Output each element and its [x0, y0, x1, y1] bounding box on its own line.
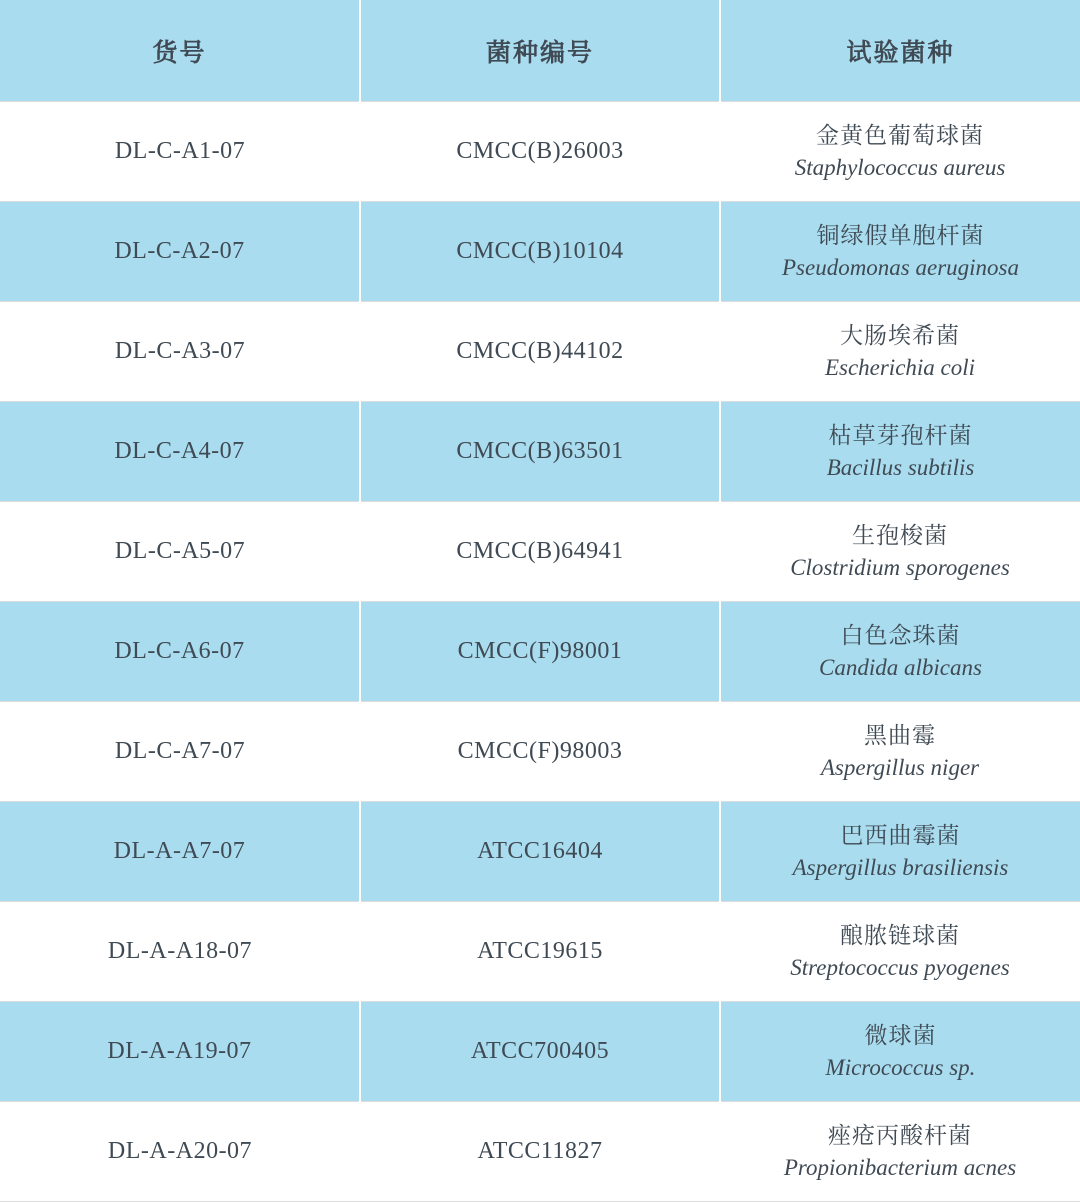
strain-name-latin: Micrococcus sp.	[825, 1054, 976, 1080]
cell-strain-id	[360, 802, 720, 902]
column-header-strain-name: 试验菌种	[720, 0, 1080, 102]
cell-strain-name	[720, 702, 1080, 802]
cell-strain-name	[720, 502, 1080, 602]
strain-id-text: CMCC(B)10104	[456, 238, 624, 264]
table-row	[0, 302, 1080, 402]
cell-product-code	[0, 1002, 360, 1102]
cell-strain-id	[360, 1002, 720, 1102]
table-body	[0, 102, 1080, 1202]
product-code-text: DL-C-A6-07	[114, 638, 245, 664]
strain-name-latin: Bacillus subtilis	[826, 454, 975, 480]
cell-strain-name	[720, 202, 1080, 302]
cell-product-code	[0, 802, 360, 902]
cell-product-code	[0, 902, 360, 1002]
table-row	[0, 602, 1080, 702]
column-header-strain-id: 菌种编号	[360, 0, 720, 102]
strain-name-chinese: 黑曲霉	[864, 722, 936, 749]
table-row	[0, 402, 1080, 502]
strain-name-chinese: 酿脓链球菌	[840, 922, 960, 949]
strain-id-text: ATCC11827	[477, 1138, 603, 1164]
cell-strain-name	[720, 402, 1080, 502]
cell-product-code	[0, 202, 360, 302]
strain-name-chinese: 铜绿假单胞杆菌	[816, 222, 985, 249]
cell-product-code	[0, 302, 360, 402]
strain-name-latin: Aspergillus niger	[820, 754, 980, 780]
product-code-text: DL-C-A2-07	[114, 238, 245, 264]
strain-id-text: ATCC16404	[477, 838, 603, 864]
table-row	[0, 202, 1080, 302]
strain-name-latin: Aspergillus brasiliensis	[792, 854, 1009, 880]
cell-product-code	[0, 1102, 360, 1202]
cell-strain-id	[360, 102, 720, 202]
strain-id-text: CMCC(B)64941	[456, 538, 624, 564]
strain-name-chinese: 大肠埃希菌	[840, 322, 960, 349]
product-code-text: DL-A-A20-07	[107, 1138, 253, 1164]
cell-strain-id	[360, 202, 720, 302]
product-code-text: DL-A-A18-07	[107, 938, 253, 964]
table-row	[0, 1102, 1080, 1202]
product-code-text: DL-C-A1-07	[114, 138, 246, 164]
strain-name-chinese: 金黄色葡萄球菌	[816, 122, 984, 149]
cell-strain-name	[720, 902, 1080, 1002]
cell-strain-id	[360, 402, 720, 502]
strain-name-latin: Propionibacterium acnes	[783, 1154, 1017, 1180]
strain-name-chinese: 痤疮丙酸杆菌	[828, 1122, 972, 1149]
strain-name-latin: Streptococcus pyogenes	[790, 954, 1010, 980]
table-row	[0, 1002, 1080, 1102]
product-code-text: DL-C-A5-07	[114, 538, 246, 564]
strain-id-text: CMCC(F)98003	[457, 738, 623, 764]
cell-strain-name	[720, 302, 1080, 402]
strain-name-latin: Escherichia coli	[824, 354, 976, 380]
table-row	[0, 502, 1080, 602]
strain-name-latin: Staphylococcus aureus	[794, 154, 1006, 180]
strain-id-text: ATCC700405	[470, 1038, 610, 1064]
cell-strain-id	[360, 702, 720, 802]
cell-product-code	[0, 402, 360, 502]
product-code-text: DL-A-A7-07	[113, 838, 246, 864]
cell-strain-id	[360, 902, 720, 1002]
cell-strain-id	[360, 502, 720, 602]
table-row	[0, 102, 1080, 202]
strain-id-text: CMCC(B)63501	[456, 438, 624, 464]
table-header	[0, 0, 1080, 102]
table-row	[0, 802, 1080, 902]
table-row	[0, 702, 1080, 802]
strain-id-text: CMCC(B)26003	[456, 138, 624, 164]
cell-strain-id	[360, 302, 720, 402]
product-code-text: DL-C-A7-07	[114, 738, 246, 764]
cell-product-code	[0, 102, 360, 202]
product-code-text: DL-A-A19-07	[107, 1038, 252, 1064]
cell-product-code	[0, 602, 360, 702]
strain-name-latin: Pseudomonas aeruginosa	[781, 254, 1020, 280]
strain-name-latin: Candida albicans	[819, 654, 982, 680]
cell-strain-name	[720, 102, 1080, 202]
strain-id-text: CMCC(F)98001	[457, 638, 623, 664]
cell-strain-name	[720, 1102, 1080, 1202]
strain-name-chinese: 微球菌	[864, 1022, 937, 1049]
strain-name-chinese: 巴西曲霉菌	[840, 822, 961, 849]
column-header-code: 货号	[0, 0, 360, 102]
strain-name-chinese: 枯草芽孢杆菌	[828, 422, 973, 449]
table-row	[0, 902, 1080, 1002]
strain-id-text: ATCC19615	[477, 938, 603, 964]
cell-strain-name	[720, 1002, 1080, 1102]
strain-name-chinese: 白色念珠菌	[840, 622, 961, 649]
cell-product-code	[0, 702, 360, 802]
strain-name-latin: Clostridium sporogenes	[790, 554, 1010, 580]
strain-id-text: CMCC(B)44102	[456, 338, 624, 364]
cell-strain-name	[720, 802, 1080, 902]
product-code-text: DL-C-A4-07	[114, 438, 245, 464]
cell-product-code	[0, 502, 360, 602]
strain-name-chinese: 生孢梭菌	[852, 522, 948, 549]
cell-strain-id	[360, 1102, 720, 1202]
cell-strain-name	[720, 602, 1080, 702]
product-code-text: DL-C-A3-07	[114, 338, 246, 364]
cell-strain-id	[360, 602, 720, 702]
table-header-row	[0, 0, 1080, 102]
